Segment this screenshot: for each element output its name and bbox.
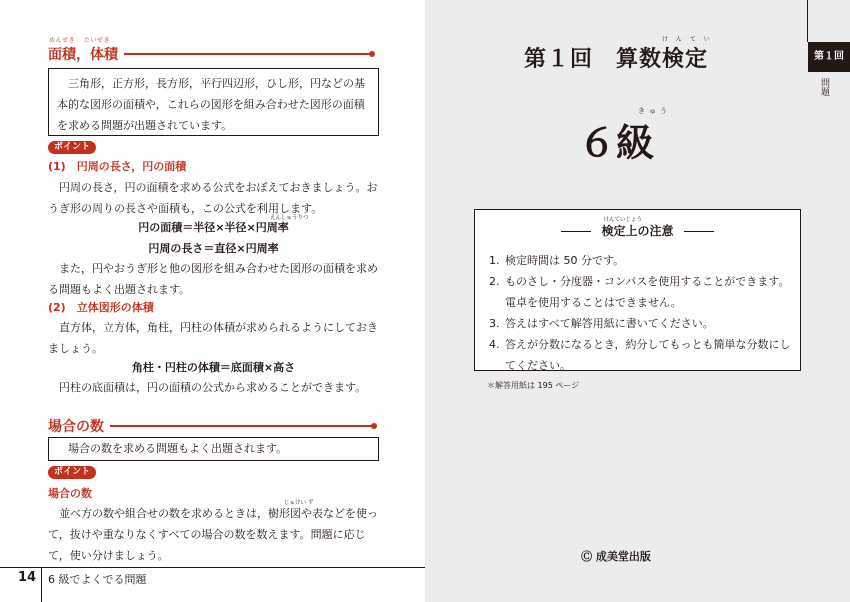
notice-list — [489, 250, 794, 376]
notice-item: 1. 検定時間は 50 分です。 — [489, 254, 625, 267]
exam-title-ruby: け ん て い — [662, 36, 713, 43]
body-text: また，円やおうぎ形と他の図形を組み合わせた図形の面積を求める問題もよく出題されます。 — [48, 262, 378, 296]
ruby-jukeizu: じゅけい ず — [284, 500, 314, 506]
section-title: 場合の数 — [48, 419, 104, 435]
grade-ruby: きゅう — [638, 107, 671, 115]
body-text: 直方体，立方体，角柱，円柱の体積が求められるようにしておきましょう。 — [48, 321, 378, 355]
formula-circle-area: 円の面積＝半径×半径×円周率 — [138, 221, 289, 234]
page-number: 14 — [18, 570, 37, 585]
point-badge: ポイント — [48, 466, 96, 479]
notice-title-ruby: けんていじょう — [603, 217, 642, 223]
subsection-title: (2) 立体図形の体積 — [48, 301, 154, 314]
chapter-tab-label: 第１回 — [808, 42, 850, 72]
right-page — [425, 0, 850, 602]
footer-divider — [41, 567, 42, 602]
chapter-tab-vertical: 問題 — [819, 78, 829, 96]
publisher: Ⓒ 成美堂出版 — [581, 550, 651, 563]
body-text: 円周の長さ，円の面積を求める公式をおぼえておきましょう。おうぎ形の周りの長さや面積も，この公式を利用します。 — [48, 181, 378, 215]
formula-circumference: 円周の長さ＝直径×円周率 — [148, 242, 279, 255]
notice-box — [474, 209, 801, 371]
notice-item: 4. 答えが分数になるとき，約分してもっとも簡単な分数にしてください。 — [489, 338, 791, 372]
point-badge: ポイント — [48, 141, 96, 154]
notice-dash-right — [684, 231, 714, 232]
tab-rule — [807, 0, 808, 42]
body-text: 並べ方の数や組合せの数を求めるときは，樹形図や表などを使って，抜けや重なりなくすべての場合の数を数えます。問題に応じて，使い分けましょう。 — [48, 507, 378, 562]
formula-volume: 角柱・円柱の体積＝底面積×高さ — [131, 361, 296, 374]
footer-rule — [0, 567, 425, 568]
notice-title: けんていじょう 検定上の注意 — [475, 222, 800, 239]
footer-title: 6 級でよくでる問題 — [48, 573, 147, 586]
chapter-tab — [808, 42, 850, 152]
section-heading-area — [48, 416, 374, 436]
subsection-title: (1) 円周の長さ，円の面積 — [48, 160, 187, 173]
footnote: ＊解答用紙は 195 ページ — [487, 381, 580, 390]
notice-item: 2. ものさし・分度器・コンパスを使用することができます。電卓を使用することはできません。 — [489, 275, 790, 309]
section-rule — [124, 53, 372, 55]
notice-dash-left — [561, 231, 591, 232]
section-heading-area — [48, 37, 372, 64]
section-title: めんせき たいせき 面積，体積 — [48, 37, 118, 63]
section-summary-box: 三角形，正方形，長方形，平行四辺形，ひし形，円などの基本的な図形の面積や，これらの図形を組み合わせた図形の面積を求める問題が出題されています。 — [48, 68, 379, 136]
notice-item: 3. 答えはすべて解答用紙に書いてください。 — [489, 317, 714, 330]
section-rule — [110, 425, 374, 427]
section-title-ruby: めんせき たいせき — [49, 37, 110, 44]
subsection-title: 場合の数 — [48, 487, 92, 500]
exam-title: け ん て い 第１回 算数検定 — [523, 36, 713, 72]
page-footer — [0, 567, 425, 602]
body-text: 円柱の底面積は，円の面積の公式から求めることができます。 — [59, 381, 367, 394]
formula-ruby: えんしゅうりつ — [270, 215, 309, 221]
grade-title: きゅう ６級 — [577, 107, 671, 165]
section-summary-box: 場合の数を求める問題もよく出題されます。 — [48, 437, 379, 461]
